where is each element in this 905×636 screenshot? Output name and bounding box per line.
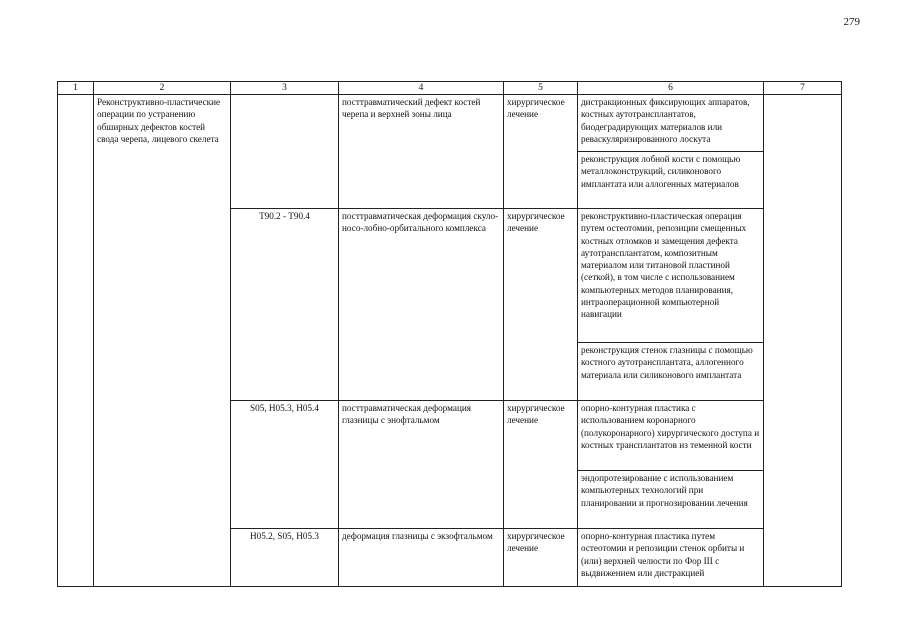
table-row [58,95,842,152]
method-cell: дистракционных фиксирующих аппаратов, костных аутотрансплантатов, биодеградирующих материалов или реваскуляризированного лоскута [578,95,764,152]
condition-cell: посттравматическая деформация скуло-носо-лобно-орбитального комплекса [339,209,504,401]
method-cell: опорно-контурная пластика с использованием коронарного (полукоронарного) хирургического доступа и костных трансплантатов из теменной кости [578,401,764,471]
icd-code-cell: T90.2 - T90.4 [231,209,339,401]
page-number: 279 [843,16,860,28]
treatment-cell: хирургическое лечение [504,95,578,209]
method-cell: опорно-контурная пластика путем остеотомии и репозиции стенок орбиты и (или) верхней челюсти по Фор III с выдвижением или дистракцией [578,529,764,587]
column-header: 1 [58,82,94,95]
condition-cell: посттравматическая деформация глазницы с энофтальмом [339,401,504,529]
icd-code-cell: H05.2, S05, H05.3 [231,529,339,587]
condition-cell: посттравматический дефект костей черепа и верхней зоны лица [339,95,504,209]
column-header: 2 [94,82,231,95]
method-cell: эндопротезирование с использованием компьютерных технологий при планировании и прогнозировании лечения [578,471,764,529]
column-header: 3 [231,82,339,95]
document-table [57,81,842,587]
column-header: 5 [504,82,578,95]
method-cell: реконструктивно-пластическая операция путем остеотомии, репозиции смещенных костных отломков и замещения дефекта аутотрансплантатом, композитным материалом или титановой пластиной (сеткой), в том числе с использованием компьютерных методов планирования, интраоперационной компьютерной навигации [578,209,764,343]
row-number-cell [58,95,94,587]
method-cell: реконструкция лобной кости с помощью металлоконструкций, силиконового имплантата или аллогенных материалов [578,152,764,209]
treatment-cell: хирургическое лечение [504,209,578,401]
column-header: 6 [578,82,764,95]
treatment-cell: хирургическое лечение [504,529,578,587]
treatment-cell: хирургическое лечение [504,401,578,529]
icd-code-cell [231,95,339,209]
col7-cell [764,95,842,587]
header-row [58,82,842,95]
column-header: 7 [764,82,842,95]
procedure-group-cell: Реконструктивно-пластические операции по устранению обширных дефектов костей свода черепа, лицевого скелета [94,95,231,587]
condition-cell: деформация глазницы с экзофтальмом [339,529,504,587]
method-cell: реконструкция стенок глазницы с помощью костного аутотрансплантата, аллогенного материала или силиконового имплантата [578,343,764,401]
column-header: 4 [339,82,504,95]
icd-code-cell: S05, H05.3, H05.4 [231,401,339,529]
